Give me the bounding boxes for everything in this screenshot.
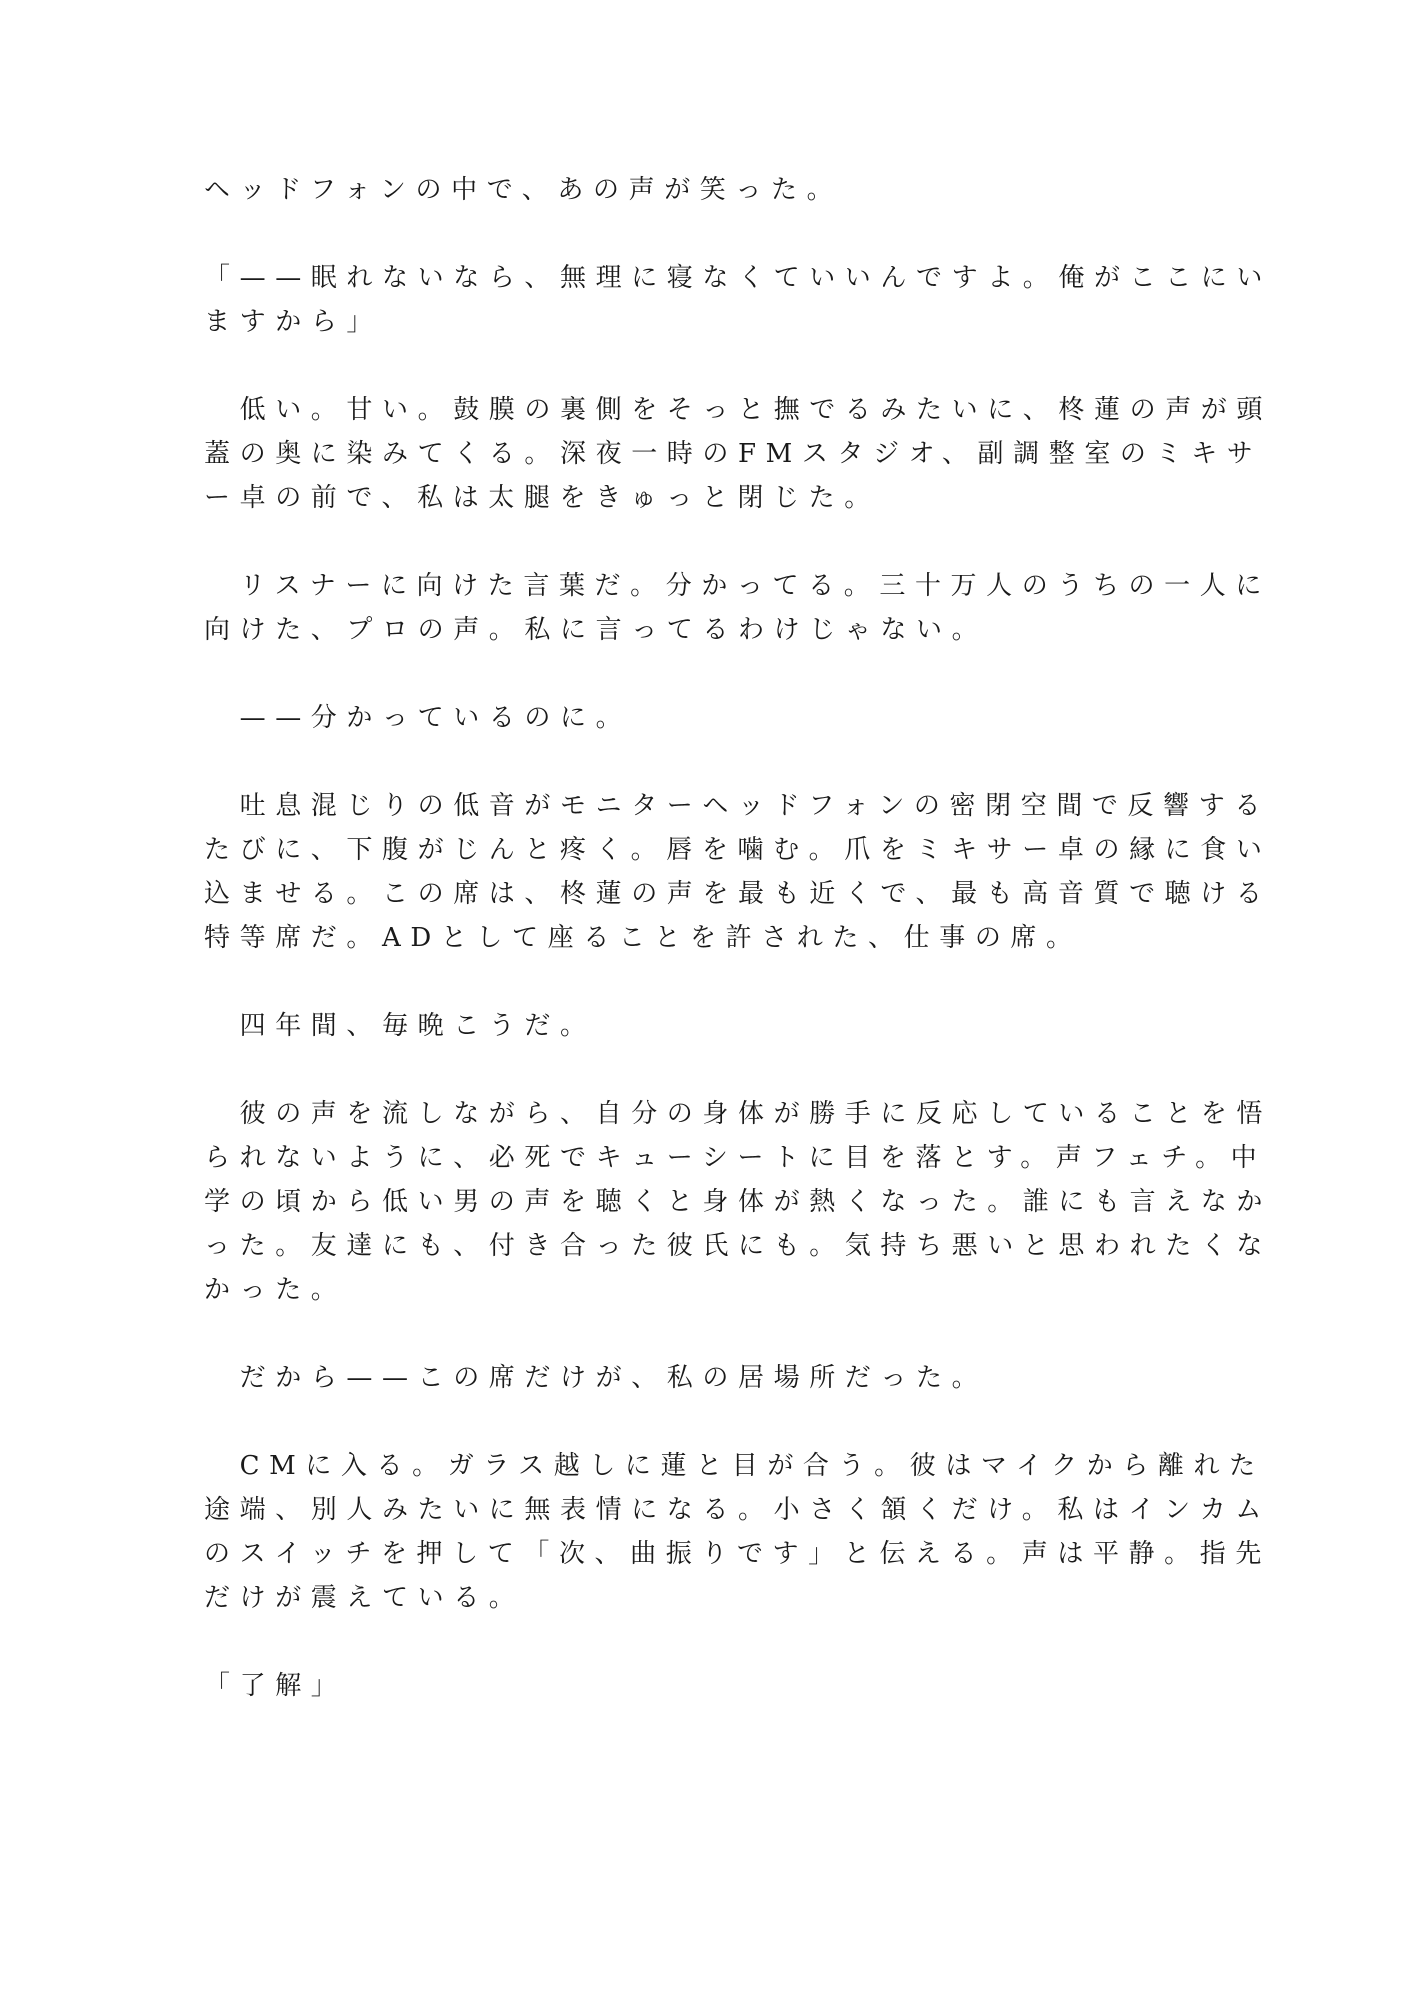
text-line: 吐息混じりの低音がモニターヘッドフォンの密閉空間で反響する <box>204 791 1270 821</box>
text-line: 学の頃から低い男の声を聴くと身体が熱くなった。誰にも言えなか <box>204 1187 1273 1217</box>
text-line: られないように、必死でキューシートに目を落とす。声フェチ。中 <box>204 1143 1267 1173</box>
text-line: 「了解」 <box>204 1671 347 1701</box>
text-line: 蓋の奥に染みてくる。深夜一時のFMスタジオ、副調整室のミキサ <box>204 439 1263 469</box>
text-line: だけが震えている。 <box>204 1583 525 1613</box>
text-line: 向けた、プロの声。私に言ってるわけじゃない。 <box>204 615 988 645</box>
text-line: ——分かっているのに。 <box>204 703 632 733</box>
text-line: った。友達にも、付き合った彼氏にも。気持ち悪いと思われたくな <box>204 1231 1273 1261</box>
text-line: だから——この席だけが、私の居場所だった。 <box>204 1363 988 1393</box>
paragraph <box>204 388 1273 520</box>
paragraph <box>204 168 1204 212</box>
paragraph <box>204 696 1204 740</box>
text-line: 「——眠れないなら、無理に寝なくていいんですよ。俺がここにい <box>204 263 1273 293</box>
paragraph <box>204 1664 1204 1708</box>
text-line: かった。 <box>204 1275 347 1305</box>
paragraph <box>204 256 1273 344</box>
text-line: 特等席だ。ADとして座ることを許された、仕事の席。 <box>204 923 1082 953</box>
text-line: たびに、下腹がじんと疼く。唇を噛む。爪をミキサー卓の縁に食い <box>204 835 1272 865</box>
text-line: 途端、別人みたいに無表情になる。小さく頷くだけ。私はインカム <box>204 1495 1271 1525</box>
paragraph <box>204 1092 1273 1312</box>
text-line: 低い。甘い。鼓膜の裏側をそっと撫でるみたいに、柊蓮の声が頭 <box>204 395 1273 425</box>
text-line: ヘッドフォンの中で、あの声が笑った。 <box>204 175 843 205</box>
paragraph <box>204 1444 1271 1620</box>
paragraph <box>204 564 1271 652</box>
text-line: ー卓の前で、私は太腿をきゅっと閉じた。 <box>204 483 880 513</box>
text-line: CMに入る。ガラス越しに蓮と目が合う。彼はマイクから離れた <box>204 1451 1265 1481</box>
text-line: ますから」 <box>204 307 383 337</box>
document-body <box>204 168 1273 1752</box>
paragraph <box>204 1004 1204 1048</box>
text-line: のスイッチを押して「次、曲振りです」と伝える。声は平静。指先 <box>204 1539 1271 1569</box>
text-line: リスナーに向けた言葉だ。分かってる。三十万人のうちの一人に <box>204 571 1271 601</box>
paragraph <box>204 784 1272 960</box>
paragraph <box>204 1356 1204 1400</box>
text-line: 彼の声を流しながら、自分の身体が勝手に反応していることを悟 <box>204 1099 1273 1129</box>
text-line: 四年間、毎晩こうだ。 <box>204 1011 596 1041</box>
text-line: 込ませる。この席は、柊蓮の声を最も近くで、最も高音質で聴ける <box>204 879 1272 909</box>
